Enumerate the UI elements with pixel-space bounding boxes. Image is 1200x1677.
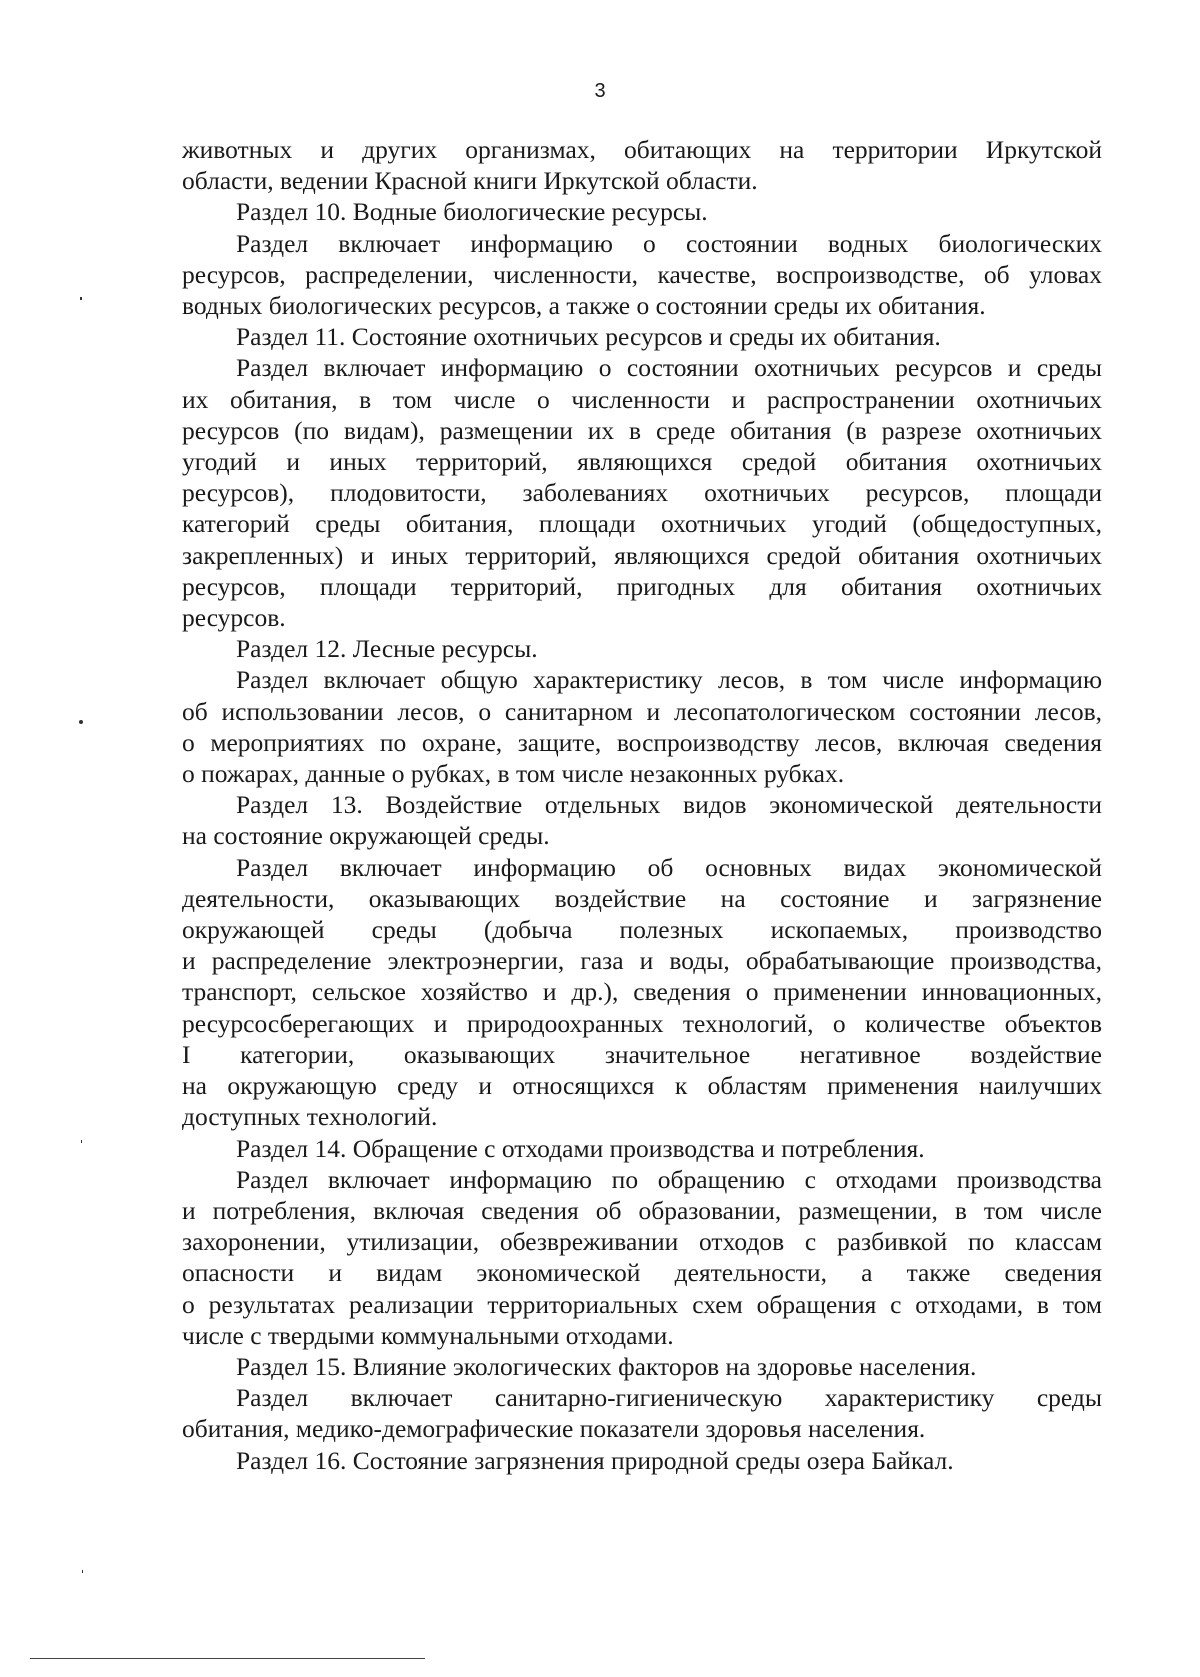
document-body	[182, 134, 1102, 1476]
text-line: и распределение электроэнергии, газа и воды, обрабатывающие производства,	[182, 946, 1102, 976]
text-line: и потребления, включая сведения об образовании, размещении, в том числе	[182, 1195, 1102, 1225]
text-line: Раздел 13. Воздействие отдельных видов экономической деятельности	[236, 790, 1102, 820]
text-line: деятельности, оказывающих воздействие на состояние и загрязнение	[182, 883, 1102, 913]
text-line: Раздел 15. Влияние экологических факторов на здоровье населения.	[236, 1351, 977, 1381]
text-line: захоронении, утилизации, обезвреживании отходов с разбивкой по классам	[182, 1227, 1102, 1257]
text-line: Раздел включает информацию по обращению с отходами производства	[236, 1164, 1102, 1194]
scan-speck	[81, 1140, 82, 1143]
text-line: об использовании лесов, о санитарном и лесопатологическом состоянии лесов,	[182, 696, 1102, 726]
text-line: ресурсов.	[182, 603, 286, 633]
text-line: I категории, оказывающих значительное негативное воздействие	[182, 1039, 1102, 1069]
text-line: животных и других организмах, обитающих на территории Иркутской	[182, 135, 1102, 164]
text-line: о результатах реализации территориальных схем обращения с отходами, в том	[182, 1289, 1102, 1319]
text-line: ресурсов, площади территорий, пригодных для обитания охотничьих	[182, 571, 1102, 601]
text-line: окружающей среды (добыча полезных ископаемых, производство	[182, 915, 1102, 945]
scan-speck	[82, 1570, 83, 1573]
text-line: угодий и иных территорий, являющихся средой обитания охотничьих	[182, 447, 1102, 477]
text-line: Раздел включает информацию о состоянии охотничьих ресурсов и среды	[236, 353, 1102, 383]
text-line: Раздел 12. Лесные ресурсы.	[236, 634, 538, 664]
text-line: ресурсосберегающих и природоохранных технологий, о количестве объектов	[182, 1008, 1102, 1038]
text-line: обитания, медико-демографические показатели здоровья населения.	[182, 1414, 926, 1444]
text-line: опасности и видам экономической деятельности, а также сведения	[182, 1258, 1102, 1288]
text-line: их обитания, в том числе о численности и распространении охотничьих	[182, 384, 1102, 414]
text-line: водных биологических ресурсов, а также о состоянии среды их обитания.	[182, 291, 986, 321]
text-line: о мероприятиях по охране, защите, воспроизводству лесов, включая сведения	[182, 727, 1102, 757]
text-line: закрепленных) и иных территорий, являющихся средой обитания охотничьих	[182, 540, 1102, 570]
text-line: категорий среды обитания, площади охотничьих угодий (общедоступных,	[182, 509, 1102, 539]
text-line: ресурсов, распределении, численности, качестве, воспроизводстве, об уловах	[182, 259, 1102, 289]
text-line: Раздел включает информацию о состоянии водных биологических	[236, 228, 1102, 258]
text-line: Раздел 16. Состояние загрязнения природной среды озера Байкал.	[236, 1445, 954, 1475]
text-line: транспорт, сельское хозяйство и др.), сведения о применении инновационных,	[182, 977, 1102, 1007]
text-line: о пожарах, данные о рубках, в том числе незаконных рубках.	[182, 759, 845, 789]
text-line: Раздел включает общую характеристику лесов, в том числе информацию	[236, 665, 1102, 695]
scan-speck	[80, 297, 82, 300]
text-line: области, ведении Красной книги Иркутской области.	[182, 166, 758, 196]
text-line: ресурсов), плодовитости, заболеваниях охотничьих ресурсов, площади	[182, 478, 1102, 508]
text-line: Раздел 14. Обращение с отходами производства и потребления.	[236, 1133, 925, 1163]
text-line: числе с твердыми коммунальными отходами.	[182, 1320, 674, 1350]
text-line: Раздел 11. Состояние охотничьих ресурсов и среды их обитания.	[236, 322, 941, 352]
text-line: Раздел 10. Водные биологические ресурсы.	[236, 197, 708, 227]
footer-rule	[30, 1658, 425, 1659]
text-line: доступных технологий.	[182, 1102, 438, 1132]
text-line: ресурсов (по видам), размещении их в среде обитания (в разрезе охотничьих	[182, 415, 1102, 445]
text-line: Раздел включает информацию об основных видах экономической	[236, 852, 1102, 882]
text-line: на окружающую среду и относящихся к областям применения наилучших	[182, 1071, 1102, 1101]
text-line: Раздел включает санитарно-гигиеническую характеристику среды	[236, 1383, 1102, 1413]
text-line: на состояние окружающей среды.	[182, 821, 550, 851]
scan-speck	[79, 720, 83, 724]
page-number: 3	[594, 80, 606, 102]
